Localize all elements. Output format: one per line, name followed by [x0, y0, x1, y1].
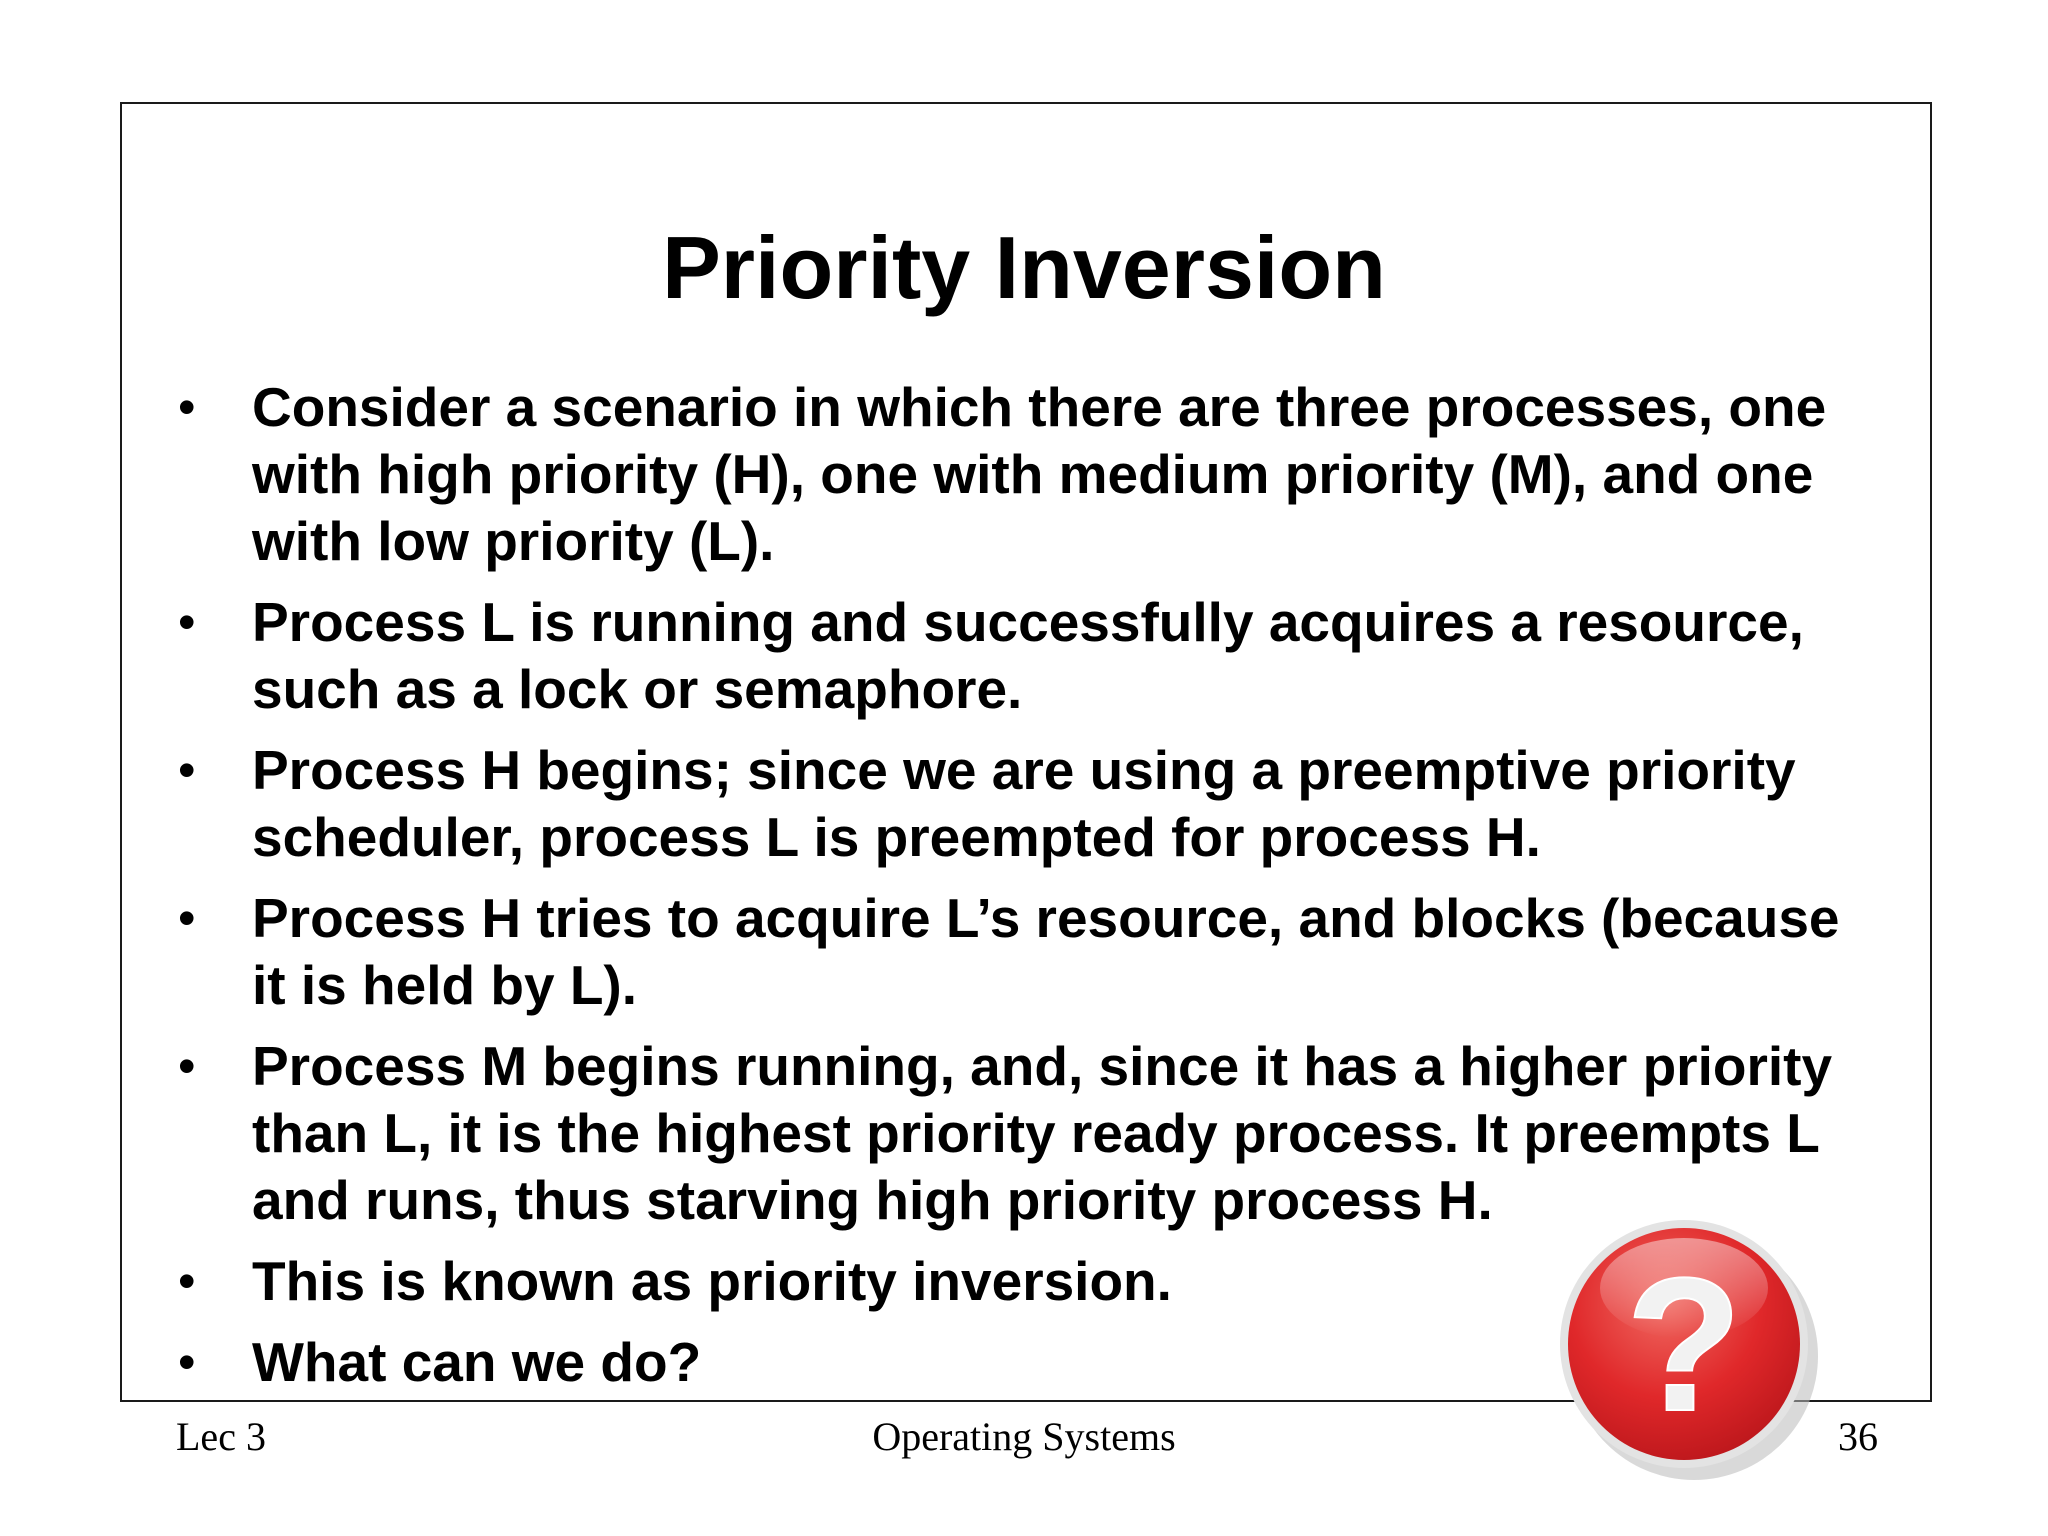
- bullet-text: Process L is running and successfully acquires a resource, such as a lock or semaphore.: [252, 591, 1804, 720]
- footer-page-number: 36: [1838, 1414, 1878, 1459]
- footer-lecture: Lec 3: [176, 1414, 266, 1459]
- bullet-dot: •: [178, 1334, 196, 1390]
- question-mark-glyph: ?: [1625, 1239, 1743, 1451]
- bullet-item: [168, 885, 1908, 1019]
- bullet-item: [168, 374, 1908, 575]
- bullet-dot: •: [178, 379, 196, 435]
- bullet-text: This is known as priority inversion.: [252, 1250, 1172, 1312]
- bullet-item: [168, 737, 1908, 871]
- bullet-dot: •: [178, 594, 196, 650]
- bullet-dot: •: [178, 1038, 196, 1094]
- footer-course: Operating Systems: [872, 1414, 1176, 1459]
- bullet-dot: •: [178, 890, 196, 946]
- bullet-text: Process M begins running, and, since it has a higher priority than L, it is the highest priority ready process. It preempts L and runs, thus starving high priority process H.: [252, 1035, 1833, 1231]
- bullet-text: Consider a scenario in which there are three processes, one with high priority (H), one with medium priority (M), and one with low priority (L).: [252, 376, 1827, 572]
- bullet-item: [168, 589, 1908, 723]
- bullet-text: What can we do?: [252, 1331, 702, 1393]
- bullet-text: Process H tries to acquire L’s resource, and blocks (because it is held by L).: [252, 887, 1840, 1016]
- slide-title: Priority Inversion: [662, 218, 1386, 317]
- bullet-dot: •: [178, 1253, 196, 1309]
- bullet-dot: •: [178, 742, 196, 798]
- bullet-item: [168, 1033, 1908, 1234]
- bullet-text: Process H begins; since we are using a preemptive priority scheduler, process L is preempted for process H.: [252, 739, 1796, 868]
